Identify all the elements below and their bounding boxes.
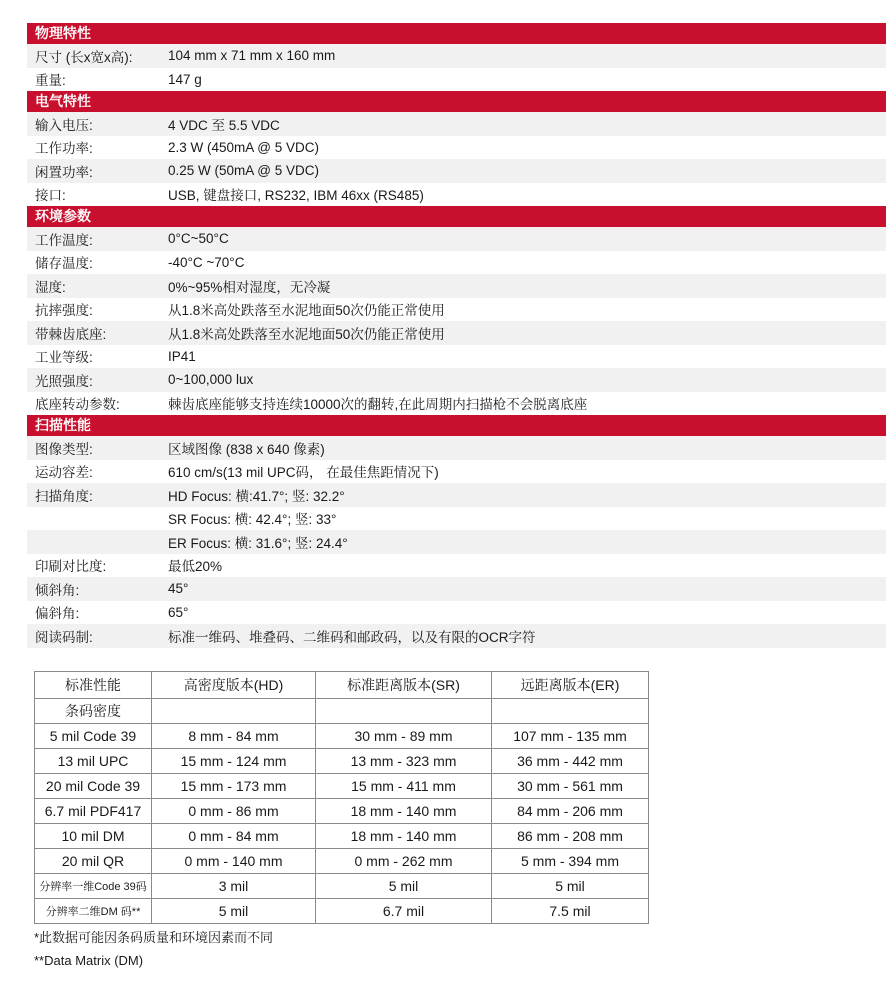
- spec-value: HD Focus: 横:41.7°; 竖: 32.2°: [168, 488, 345, 504]
- spec-row: [27, 159, 886, 183]
- table-cell: 18 mm - 140 mm: [316, 824, 492, 849]
- spec-label: 带棘齿底座:: [35, 326, 107, 342]
- spec-row: [27, 460, 886, 484]
- table-row-label: 20 mil Code 39: [35, 774, 152, 799]
- table-cell: 5 mil: [316, 874, 492, 899]
- section-header: 电气特性: [27, 91, 886, 112]
- spec-row: [27, 601, 886, 625]
- table-cell: 0 mm - 84 mm: [152, 824, 316, 849]
- section-rows: [27, 436, 886, 648]
- spec-label: 闲置功率:: [35, 164, 93, 180]
- spec-value: 棘齿底座能够支持连续10000次的翻转,在此周期内扫描枪不会脱离底座: [168, 397, 588, 413]
- spec-label: 重量:: [35, 73, 66, 89]
- table-cell: 0 mm - 262 mm: [316, 849, 492, 874]
- table-cell: 8 mm - 84 mm: [152, 724, 316, 749]
- spec-value: 最低20%: [168, 559, 223, 575]
- spec-value: 从1.8米高处跌落至水泥地面50次仍能正常使用: [168, 303, 445, 319]
- footnotes: [34, 926, 273, 972]
- spec-row: [27, 392, 886, 416]
- spec-row: [27, 136, 886, 160]
- spec-row: [27, 321, 886, 345]
- table-row: [35, 724, 649, 749]
- table-row-label: 分辨率二维DM 码**: [35, 899, 152, 924]
- table-header-cell: 标准距离版本(SR): [316, 672, 492, 699]
- table-row: [35, 849, 649, 874]
- table-cell: 86 mm - 208 mm: [492, 824, 649, 849]
- spec-label: 尺寸 (长x宽x高):: [35, 49, 133, 65]
- spec-label: 湿度:: [35, 279, 66, 295]
- spec-value: 0~100,000 lux: [168, 372, 254, 388]
- spec-value: USB, 键盘接口, RS232, IBM 46xx (RS485): [168, 188, 424, 204]
- spec-row: [27, 274, 886, 298]
- footnote: *此数据可能因条码质量和环境因素而不同: [34, 930, 274, 945]
- spec-value: 147 g: [168, 71, 202, 87]
- table-cell: 0 mm - 86 mm: [152, 799, 316, 824]
- table-cell: [316, 699, 492, 724]
- spec-label: 工作温度:: [35, 232, 93, 248]
- section-header: 扫描性能: [27, 415, 886, 436]
- spec-row: [27, 251, 886, 275]
- table-row: [35, 749, 649, 774]
- footnote: **Data Matrix (DM): [34, 953, 144, 968]
- spec-value: 65°: [168, 604, 189, 620]
- table-row-label: 6.7 mil PDF417: [35, 799, 152, 824]
- table-cell: 15 mm - 411 mm: [316, 774, 492, 799]
- spec-row: [27, 436, 886, 460]
- table-cell: 7.5 mil: [492, 899, 649, 924]
- spec-row: [27, 507, 886, 531]
- spec-value: SR Focus: 横: 42.4°; 竖: 33°: [168, 512, 337, 528]
- spec-value: 标准一维码、堆叠码、二维码和邮政码，以及有限的OCR字符: [168, 629, 536, 645]
- table-row-label: 5 mil Code 39: [35, 724, 152, 749]
- table-cell: 13 mm - 323 mm: [316, 749, 492, 774]
- spec-value: 0°C~50°C: [168, 231, 229, 247]
- table-row-label: 13 mil UPC: [35, 749, 152, 774]
- spec-value: 0%~95%相对湿度，无冷凝: [168, 279, 331, 295]
- spec-row: [27, 44, 886, 68]
- spec-row: [27, 530, 886, 554]
- spec-row: [27, 368, 886, 392]
- spec-value: 104 mm x 71 mm x 160 mm: [168, 48, 336, 64]
- spec-value: 2.3 W (450mA @ 5 VDC): [168, 139, 319, 155]
- spec-label: 阅读码制:: [35, 629, 93, 645]
- spec-row: [27, 554, 886, 578]
- spec-label: 倾斜角:: [35, 582, 80, 598]
- performance-table: [34, 671, 649, 924]
- section-header: 环境参数: [27, 206, 886, 227]
- table-row: [35, 874, 649, 899]
- spec-value: 45°: [168, 581, 189, 597]
- table-row: [35, 899, 649, 924]
- table-cell: 36 mm - 442 mm: [492, 749, 649, 774]
- table-cell: 84 mm - 206 mm: [492, 799, 649, 824]
- table-row: [35, 824, 649, 849]
- table-cell: 107 mm - 135 mm: [492, 724, 649, 749]
- section-header: 物理特性: [27, 23, 886, 44]
- spec-label: 工业等级:: [35, 350, 93, 366]
- spec-label: 储存温度:: [35, 256, 93, 272]
- spec-row: [27, 68, 886, 92]
- spec-value: 从1.8米高处跌落至水泥地面50次仍能正常使用: [168, 326, 445, 342]
- section-rows: [27, 44, 886, 91]
- table-subheader-row: [35, 699, 649, 724]
- spec-label: 底座转动参数:: [35, 397, 120, 413]
- table-cell: 3 mil: [152, 874, 316, 899]
- spec-label: 工作功率:: [35, 141, 93, 157]
- table-header-cell: 高密度版本(HD): [152, 672, 316, 699]
- spec-sheet: [27, 23, 886, 648]
- table-row-label: 分辨率一维Code 39码: [35, 874, 152, 899]
- spec-row: [27, 577, 886, 601]
- spec-label: 输入电压:: [35, 117, 93, 133]
- table-cell: 5 mm - 394 mm: [492, 849, 649, 874]
- table-row: [35, 799, 649, 824]
- spec-value: 4 VDC 至 5.5 VDC: [168, 117, 280, 133]
- table-cell: 15 mm - 124 mm: [152, 749, 316, 774]
- spec-label: 扫描角度:: [35, 488, 93, 504]
- table-cell: 0 mm - 140 mm: [152, 849, 316, 874]
- spec-label: 接口:: [35, 188, 66, 204]
- table-cell: [152, 699, 316, 724]
- table-header-cell: 远距离版本(ER): [492, 672, 649, 699]
- table-header-row: [35, 672, 649, 699]
- spec-value: ER Focus: 横: 31.6°; 竖: 24.4°: [168, 535, 348, 551]
- spec-label: 光照强度:: [35, 373, 93, 389]
- spec-value: IP41: [168, 348, 196, 364]
- spec-row: [27, 624, 886, 648]
- spec-row: [27, 345, 886, 369]
- table-row-label: 20 mil QR: [35, 849, 152, 874]
- table-cell: 30 mm - 89 mm: [316, 724, 492, 749]
- table-subheader-cell: 条码密度: [35, 699, 152, 724]
- section-rows: [27, 112, 886, 206]
- spec-row: [27, 227, 886, 251]
- spec-value: 0.25 W (50mA @ 5 VDC): [168, 163, 319, 179]
- spec-value: 区域图像 (838 x 640 像素): [168, 441, 325, 457]
- spec-value: 610 cm/s(13 mil UPC码， 在最佳焦距情况下): [168, 465, 439, 481]
- spec-label: 抗摔强度:: [35, 303, 93, 319]
- spec-row: [27, 483, 886, 507]
- spec-label: 运动容差:: [35, 465, 93, 481]
- table-row-label: 10 mil DM: [35, 824, 152, 849]
- table-cell: [492, 699, 649, 724]
- table-cell: 18 mm - 140 mm: [316, 799, 492, 824]
- table-cell: 5 mil: [492, 874, 649, 899]
- spec-row: [27, 112, 886, 136]
- table-cell: 6.7 mil: [316, 899, 492, 924]
- spec-label: 印刷对比度:: [35, 559, 107, 575]
- table-cell: 5 mil: [152, 899, 316, 924]
- table-cell: 30 mm - 561 mm: [492, 774, 649, 799]
- spec-row: [27, 298, 886, 322]
- spec-label: 图像类型:: [35, 441, 93, 457]
- section-rows: [27, 227, 886, 415]
- spec-value: -40°C ~70°C: [168, 254, 245, 270]
- table-cell: 15 mm - 173 mm: [152, 774, 316, 799]
- spec-row: [27, 183, 886, 207]
- spec-label: 偏斜角:: [35, 606, 80, 622]
- table-row: [35, 774, 649, 799]
- table-header-cell: 标准性能: [35, 672, 152, 699]
